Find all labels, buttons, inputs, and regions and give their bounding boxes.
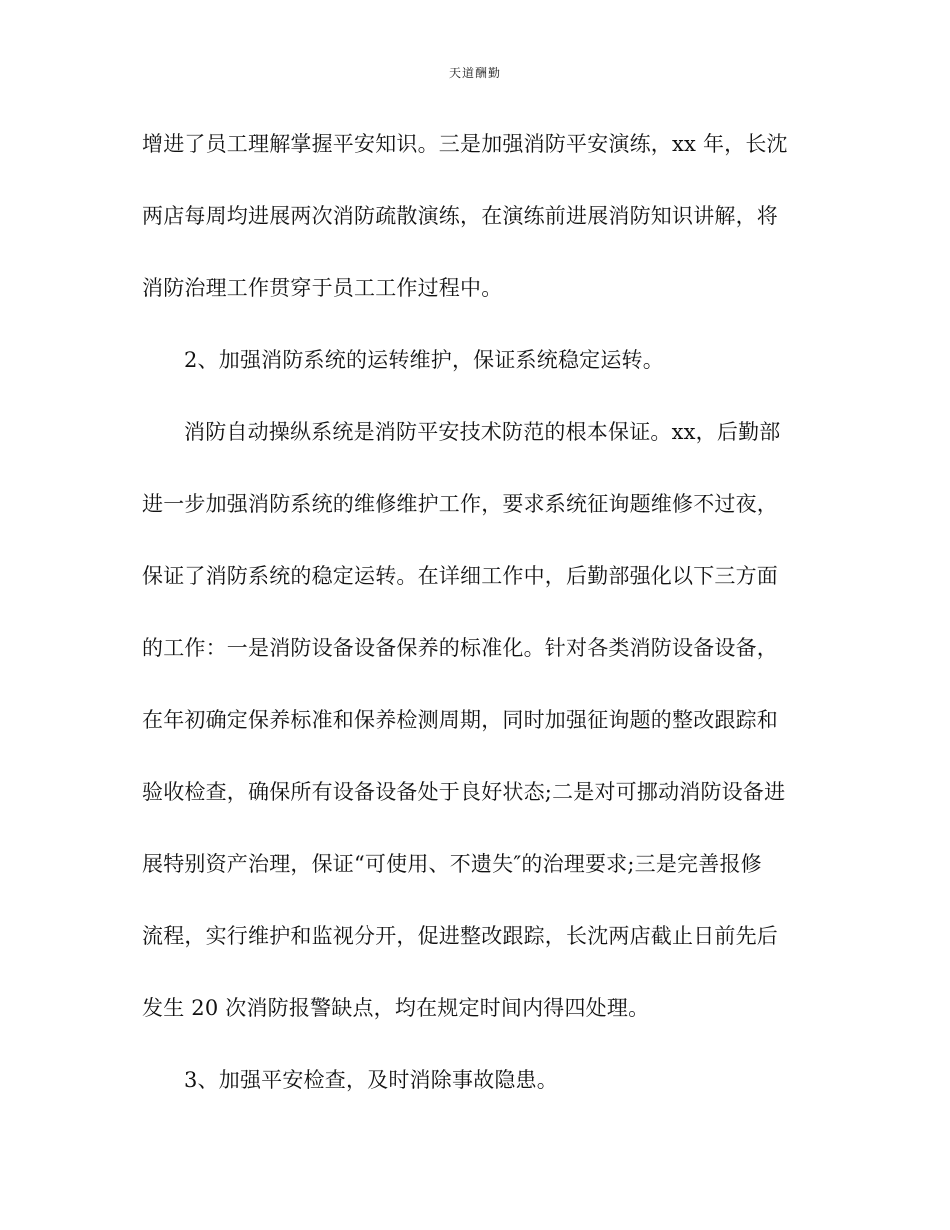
body-line: 在年初确定保养标准和保养检测周期，同时加强征询题的整改跟踪和: [142, 708, 778, 732]
body-line: 流程，实行维护和监视分开，促进整改跟踪，长沈两店截止日前先后: [142, 924, 778, 948]
body-line: 保证了消防系统的稳定运转。在详细工作中，后勤部强化以下三方面: [142, 564, 778, 588]
body-line: 两店每周均进展两次消防疏散演练，在演练前进展消防知识讲解，将: [142, 204, 778, 228]
body-line: 展特别资产治理，保证“可使用、不遗失″的治理要求;三是完善报修: [142, 852, 762, 876]
paragraph-first-line: 消防自动操纵系统是消防平安技术防范的根本保证。xx，后勤部: [184, 420, 781, 444]
section-heading: 3、加强平安检查，及时消除事故隐患。: [184, 1068, 558, 1092]
body-line: 的工作：一是消防设备设备保养的标准化。针对各类消防设备设备，: [142, 636, 778, 660]
page-header: 天道酬勤: [448, 66, 501, 80]
section-heading: 2、加强消防系统的运转维护，保证系统稳定运转。: [184, 348, 664, 372]
body-line: 发生 20 次消防报警缺点，均在规定时间内得四处理。: [142, 996, 650, 1020]
body-line: 增进了员工理解掌握平安知识。三是加强消防平安演练，xx 年，长沈: [142, 132, 788, 156]
body-line: 验收检查，确保所有设备设备处于良好状态;二是对可挪动消防设备进: [142, 780, 786, 804]
body-line: 消防治理工作贯穿于员工工作过程中。: [142, 276, 503, 300]
body-line: 进一步加强消防系统的维修维护工作，要求系统征询题维修不过夜，: [142, 492, 778, 516]
